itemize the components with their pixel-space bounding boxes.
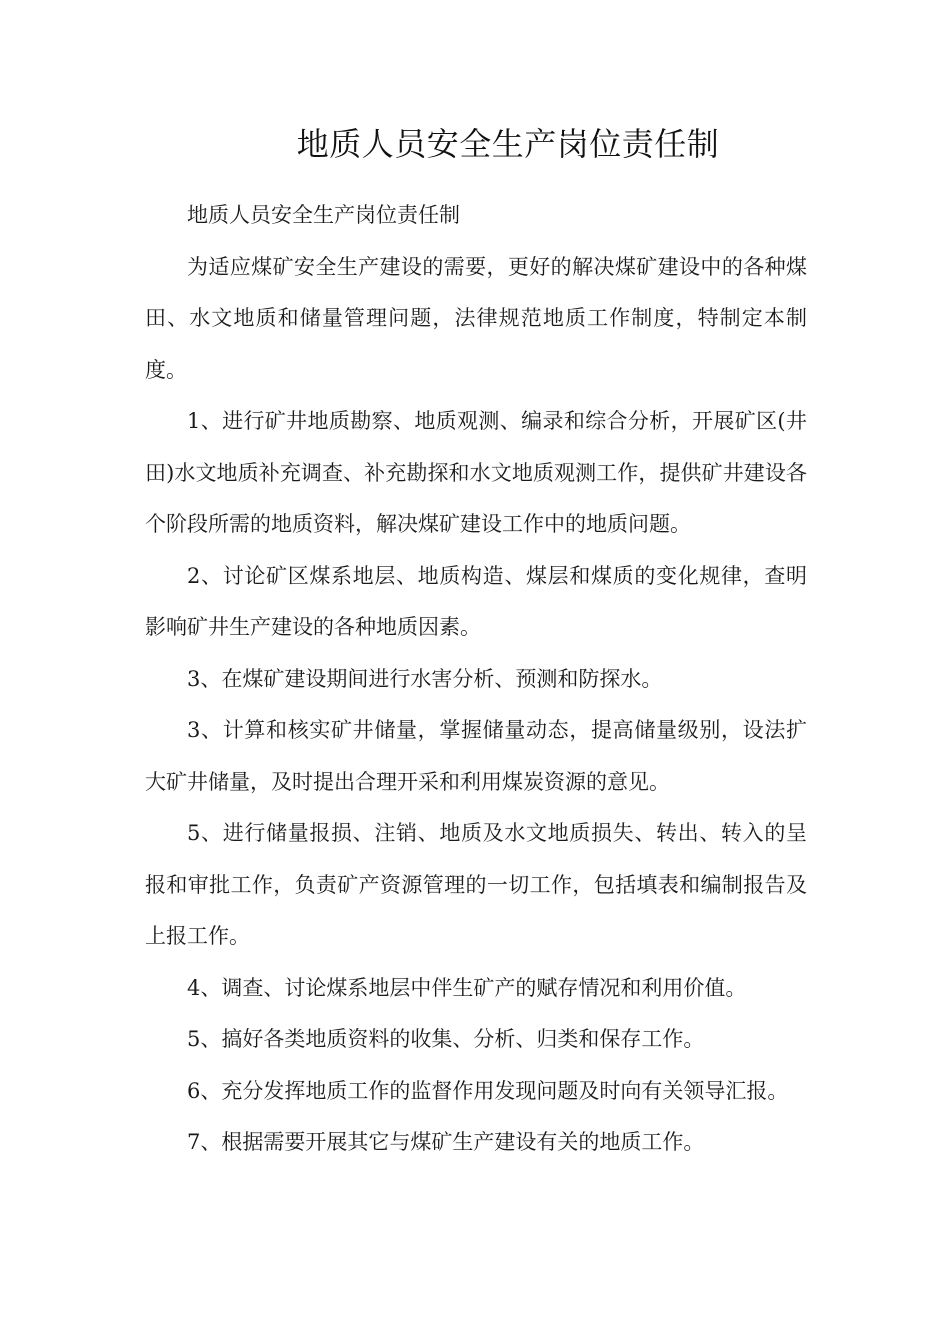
paragraph-item-3a: 3、在煤矿建设期间进行水害分析、预测和防探水。 xyxy=(187,666,663,691)
paragraph-item-6: 6、充分发挥地质工作的监督作用发现问题及时向有关领导汇报。 xyxy=(187,1078,789,1103)
paragraph-subtitle: 地质人员安全生产岗位责任制 xyxy=(187,203,460,227)
document-title: 地质人员安全生产岗位责任制 xyxy=(296,125,720,163)
paragraph-item-7: 7、根据需要开展其它与煤矿生产建设有关的地质工作。 xyxy=(187,1130,705,1154)
paragraph-item-3b: 3、计算和核实矿井储量，掌握储量动态，提高储量级别，设法扩大矿井储量，及时提出合理开采和利用煤炭资源的意见。 xyxy=(145,718,807,794)
paragraph-intro: 为适应煤矿安全生产建设的需要，更好的解决煤矿建设中的各种煤田、水文地质和储量管理问题，法律规范地质工作制度，特制定本制度。 xyxy=(145,254,807,382)
paragraph-item-5b: 5、搞好各类地质资料的收集、分析、归类和保存工作。 xyxy=(187,1027,705,1051)
document-body xyxy=(145,190,807,1169)
paragraph-item-2: 2、讨论矿区煤系地层、地质构造、煤层和煤质的变化规律，查明影响矿井生产建设的各种地质因素。 xyxy=(145,563,807,639)
paragraph-item-1: 1、进行矿井地质勘察、地质观测、编录和综合分析，开展矿区(井田)水文地质补充调查、补充勘探和水文地质观测工作，提供矿井建设各个阶段所需的地质资料，解决煤矿建设工作中的地质问题。 xyxy=(145,409,807,536)
paragraph-item-4: 4、调查、讨论煤系地层中伴生矿产的赋存情况和利用价值。 xyxy=(187,975,747,1000)
paragraph-item-5a: 5、进行储量报损、注销、地质及水文地质损失、转出、转入的呈报和审批工作，负责矿产资源管理的一切工作，包括填表和编制报告及上报工作。 xyxy=(145,821,807,948)
